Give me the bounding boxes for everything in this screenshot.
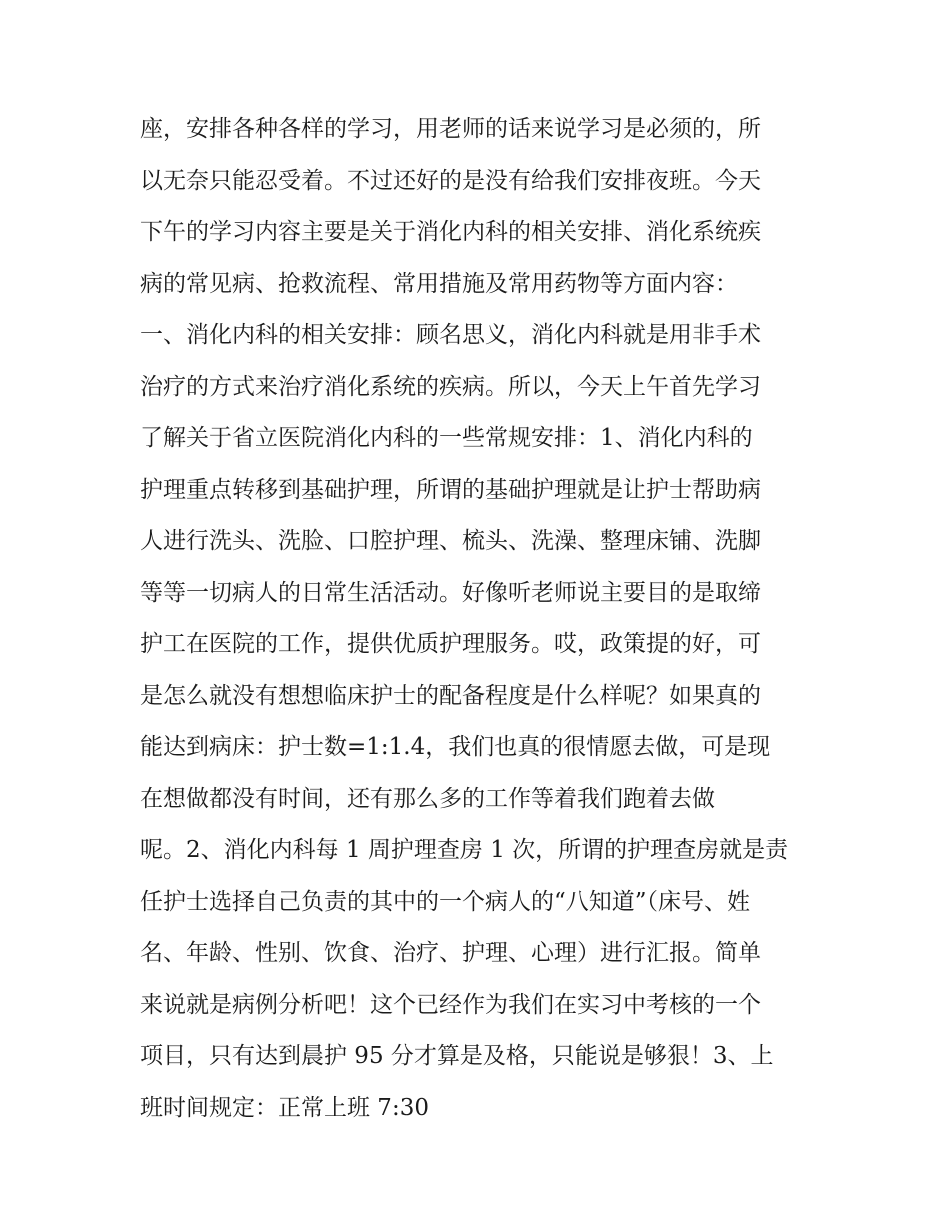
text-line: 来说就是病例分析吧！这个已经作为我们在实习中考核的一个 [140,991,761,1018]
text-line: 治疗的方式来治疗消化系统的疾病。所以，今天上午首先学习 [140,373,761,400]
text-line: 座，安排各种各样的学习，用老师的话来说学习是必须的，所 [140,116,761,142]
text-line: 人进行洗头、洗脸、口腔护理、梳头、洗澡、整理床铺、洗脚 [140,528,761,554]
text-line: 以无奈只能忍受着。不过还好的是没有给我们安排夜班。今天 [140,167,761,194]
body-text [140,104,820,1134]
text-line: 能达到病床：护士数=1:1.4，我们也真的很情愿去做，可是现 [140,734,771,760]
text-line: 是怎么就没有想想临床护士的配备程度是什么样呢？如果真的 [140,682,761,709]
text-line: 任护士选择自己负责的其中的一个病人的“八知道”（床号、姓 [140,888,751,915]
text-line: 护理重点转移到基础护理，所谓的基础护理就是让护士帮助病 [140,476,761,503]
text-line: 呢。2、消化内科每 1 周护理查房 1 次，所谓的护理查房就是责 [140,837,789,863]
text-line: 项目，只有达到晨护 95 分才算是及格，只能说是够狠！3、上 [140,1043,774,1069]
text-line: 病的常见病、抢救流程、常用措施及常用药物等方面内容： [140,270,738,297]
text-line: 在想做都没有时间，还有那么多的工作等着我们跑着去做 [140,785,715,812]
text-line: 班时间规定：正常上班 7:30 [140,1094,429,1121]
text-line: 名、年龄、性别、饮食、治疗、护理、心理）进行汇报。简单 [140,940,761,966]
text-line: 一、消化内科的相关安排：顾名思义，消化内科就是用非手术 [140,322,761,348]
text-line: 了解关于省立医院消化内科的一些常规安排：1、消化内科的 [140,425,753,451]
text-line: 等等一切病人的日常生活活动。好像听老师说主要目的是取缔 [140,579,761,606]
text-line: 护工在医院的工作，提供优质护理服务。哎，政策提的好，可 [140,631,761,657]
text-line: 下午的学习内容主要是关于消化内科的相关安排、消化系统疾 [140,219,761,245]
